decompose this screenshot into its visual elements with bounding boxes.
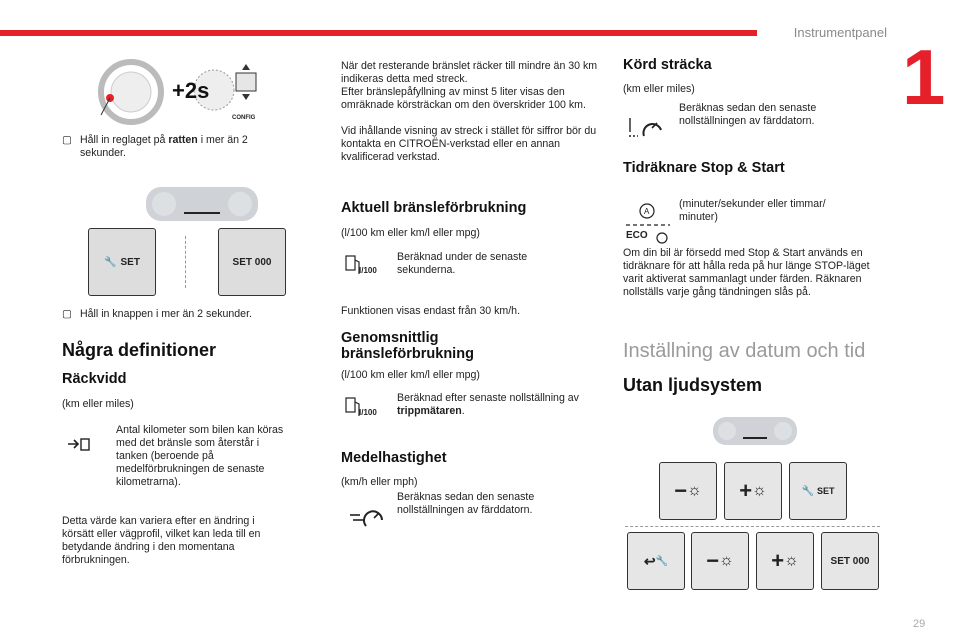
wrench-icon: 🔧 [655,555,669,567]
average-speed-title: Medelhastighet [341,450,447,466]
stop-start-unit: (minuter/sekunder eller timmar/ minuter) [679,198,826,223]
date-time-title: Inställning av datum och tid [623,340,866,362]
plus-icon: + [771,548,785,573]
set-000-button-2[interactable] [821,532,879,590]
sun-icon: ☼ [784,552,799,569]
fuel-icon-label: l/100 [359,266,377,275]
no-audio-title: Utan ljudsystem [623,375,763,395]
distance-icon [628,114,664,145]
average-consumption-title: Genomsnittlig bränsleförbrukning [341,330,474,362]
plus-icon: + [739,478,753,503]
instrument-cluster-illustration [146,187,258,221]
avg-desc-text: Beräknad efter senaste nollställning av [397,392,579,404]
range-title: Räckvidd [62,371,127,387]
brightness-down-button[interactable] [659,462,717,520]
distance-title: Körd sträcka [623,57,712,73]
divider-2 [625,526,880,528]
header-accent-bar [0,30,757,36]
definitions-title: Några definitioner [62,340,217,360]
current-consumption-unit: (l/100 km eller km/l eller mpg) [341,227,480,239]
fuel-icon-label-2: l/100 [359,408,377,417]
average-consumption-unit: (l/100 km eller km/l eller mpg) [341,369,480,381]
sun-icon: ☼ [687,482,702,499]
config-button-illustration [233,62,259,106]
instrument-cluster-illustration-2 [713,417,797,445]
range-unit: (km eller miles) [62,398,134,410]
avg-desc-bold: trippmätaren [397,405,462,417]
sun-icon: ☼ [719,552,734,569]
fuel-pump-icon-2 [345,396,390,424]
range-icon [66,436,92,457]
average-speed-desc: Beräknas sedan den senaste nollställningen av färddatorn. [397,491,535,516]
svg-text:A: A [644,207,650,216]
bullet1-text-post: i mer än 2 sekunder. [80,134,248,159]
current-consumption-title: Aktuell bränsleförbrukning [341,200,527,216]
page-number: 29 [913,618,926,630]
low-fuel-text: När det resterande bränslet räcker till mindre än 30 km indikeras detta med streck. [341,60,598,85]
avg-desc-post: . [461,405,465,417]
set-000-button[interactable] [218,228,286,296]
range-desc: Antal kilometer som bilen kan köras med det bränsle som återstår i tanken (beroende på medelförbrukningen de senaste kilometrarna). [116,424,284,488]
persistent-text: Vid ihållande visning av streck i stället för siffror bör du kontakta en CITROËN-verkstad eller en annan kvalificerad verkstad. [341,125,597,163]
stop-start-desc: Om din bil är försedd med Stop & Start används en tidräknare för att hålla reda på hur länge STOP-läget varit aktiverat sammanlagt under färden. Räknaren nollställs varje gång tändningen slås på. [623,247,870,298]
chapter-number: 1 [902,33,946,121]
range-note: Detta värde kan variera efter en ändring i körsätt eller vägprofil, vilket kan leda till en betydande ändring i den momentana förbrukningen. [62,515,261,566]
stop-start-icon [626,203,672,247]
refuel-text: Efter bränslepåfyllning av minst 5 liter visas den omräknade körsträckan om den överskrider 100 km. [341,86,586,111]
bullet1-text: Håll in reglaget på [80,134,169,146]
fuel-pump-icon [345,254,390,282]
bullet-hold-button: ▢ Håll in knappen i mer än 2 sekunder. [62,308,287,321]
wrench-icon: 🔧 [104,256,117,268]
wrench-icon: 🔧 [801,485,814,497]
brightness-down-button-2[interactable] [691,532,749,590]
speed-icon [350,506,386,533]
minus-icon: − [674,478,688,503]
set-label: SET [816,486,835,496]
brightness-up-button-2[interactable] [756,532,814,590]
eco-label: ECO [626,230,648,241]
set-right-label: SET 000 [232,256,272,268]
current-consumption-desc: Beräknad under de senaste sekunderna. [397,251,528,276]
config-label: CONFIG [232,115,256,121]
average-speed-unit: (km/h eller mph) [341,476,418,488]
sun-icon: ☼ [752,482,767,499]
distance-unit: (km eller miles) [623,83,695,95]
average-consumption-desc [397,392,602,418]
set-button-left[interactable] [88,228,156,296]
brightness-up-button[interactable] [724,462,782,520]
bullet1-bold: ratten [168,134,198,146]
divider [185,236,188,288]
set-000-label: SET 000 [830,555,870,567]
hold-seconds-label: +2s [172,78,210,103]
set-button-right[interactable] [789,462,847,520]
stop-start-title: Tidräknare Stop & Start [623,160,785,176]
current-consumption-note: Funktionen visas endast från 30 km/h. [341,305,521,317]
set-left-label: SET [120,256,140,268]
back-wrench-button[interactable] [627,532,685,590]
section-title: Instrumentpanel [793,25,887,40]
bullet2-text: Håll in knappen i mer än 2 sekunder. [80,308,252,320]
bullet-hold-wheel: ▢ Håll in reglaget på ratten i mer än 2 sekunder. [62,134,248,159]
steering-wheel-illustration [96,60,266,122]
back-arrow-icon: ↩ [643,552,656,569]
distance-desc: Beräknas sedan den senaste nollställningen av färddatorn. [679,102,817,127]
minus-icon: − [706,548,720,573]
